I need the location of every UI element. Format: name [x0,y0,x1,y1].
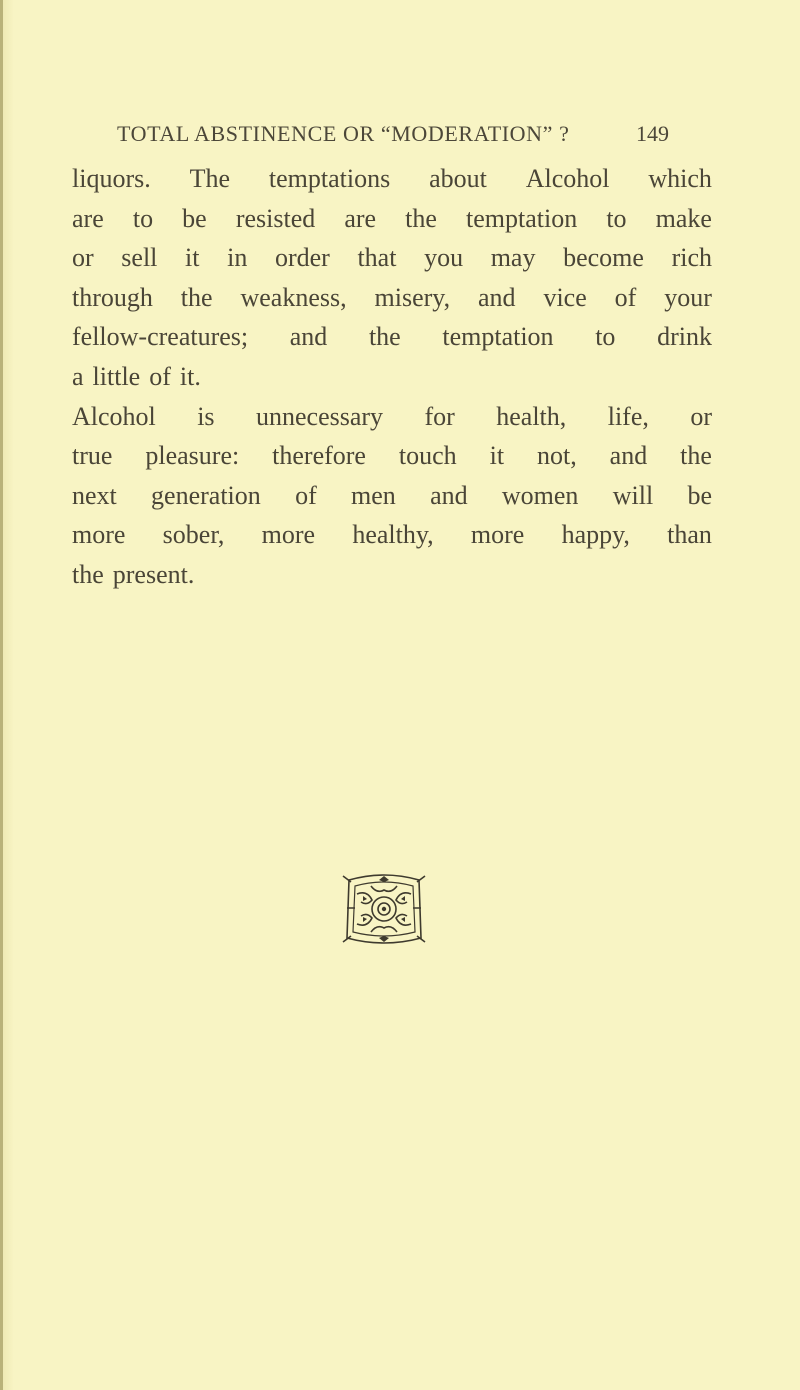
word: pleasure: [145,441,240,471]
word: through [72,282,153,312]
word: women [501,480,579,510]
text-line [72,555,712,595]
word: be [182,203,207,233]
word: or [690,401,712,431]
word: unnecessary [255,401,384,431]
word: resisted [235,203,316,233]
word: you [424,243,464,273]
word: Alcohol [525,164,610,193]
word: and [478,282,516,312]
word: more [261,520,316,550]
word: generation [151,480,261,510]
word: for [424,401,455,431]
body-text [72,159,712,595]
text-line [72,278,712,318]
word: the [368,322,401,352]
word: health, [496,401,567,431]
word: of [295,480,317,510]
text-line [72,238,712,278]
word: next [72,480,117,510]
word: and [430,480,468,510]
word: or [72,243,94,273]
word: sell [121,243,158,273]
word: life, [607,401,649,431]
word: which [648,164,712,193]
word: make [655,203,712,233]
word: will [612,480,654,510]
word: Alcohol [72,401,156,431]
word: than [667,520,712,550]
word: are [344,203,377,233]
word: The [189,164,231,193]
word: to [606,203,627,233]
word: in [227,243,248,273]
word: men [351,480,396,510]
word: more [72,520,126,550]
word: the [72,559,104,589]
word: weakness, [240,282,347,312]
word: temptations [268,164,391,193]
word: it. [179,361,201,391]
page-binding-edge [0,0,3,1390]
word: your [664,282,712,312]
word: is [197,401,215,431]
word: healthy, [352,520,434,550]
word: temptation [466,203,578,233]
word: to [132,203,154,233]
word: liquors. [72,164,151,193]
word: order [274,243,330,273]
text-line [72,159,712,199]
word: to [595,322,616,352]
text-line [72,357,712,397]
word: more [470,520,525,550]
word: drink [657,322,712,352]
word: of [614,282,637,312]
text-line [72,515,712,555]
word: and [289,322,328,352]
word: are [72,203,104,233]
word: vice [543,282,587,312]
word: fellow-creatures; [72,322,249,352]
word: be [687,480,712,510]
word: the [680,441,712,471]
word: become [563,243,644,273]
word: touch [398,441,457,471]
text-line [72,436,712,476]
word: about [429,164,487,193]
word: and [609,441,648,471]
word: happy, [561,520,630,550]
floral-tailpiece-icon [341,872,427,946]
word: it [185,243,200,273]
text-line [72,199,712,239]
word: a [72,361,84,391]
word: that [357,243,397,273]
word: sober, [162,520,225,550]
word: misery, [374,282,451,312]
word: little [92,361,141,391]
word: the [405,203,437,233]
word: it [489,441,505,471]
word: present. [112,559,195,589]
page-number: 149 [636,121,669,146]
text-line [72,317,712,357]
word: rich [671,243,712,273]
word: the [180,282,213,312]
running-head-title: TOTAL ABSTINENCE OR “MODERATION” ? [117,121,570,146]
word: not, [537,441,577,471]
word: true [72,441,113,471]
word: temptation [442,322,554,352]
text-line [72,397,712,437]
word: therefore [272,441,366,471]
word: of [149,361,171,391]
text-line [72,476,712,516]
word: may [490,243,536,273]
